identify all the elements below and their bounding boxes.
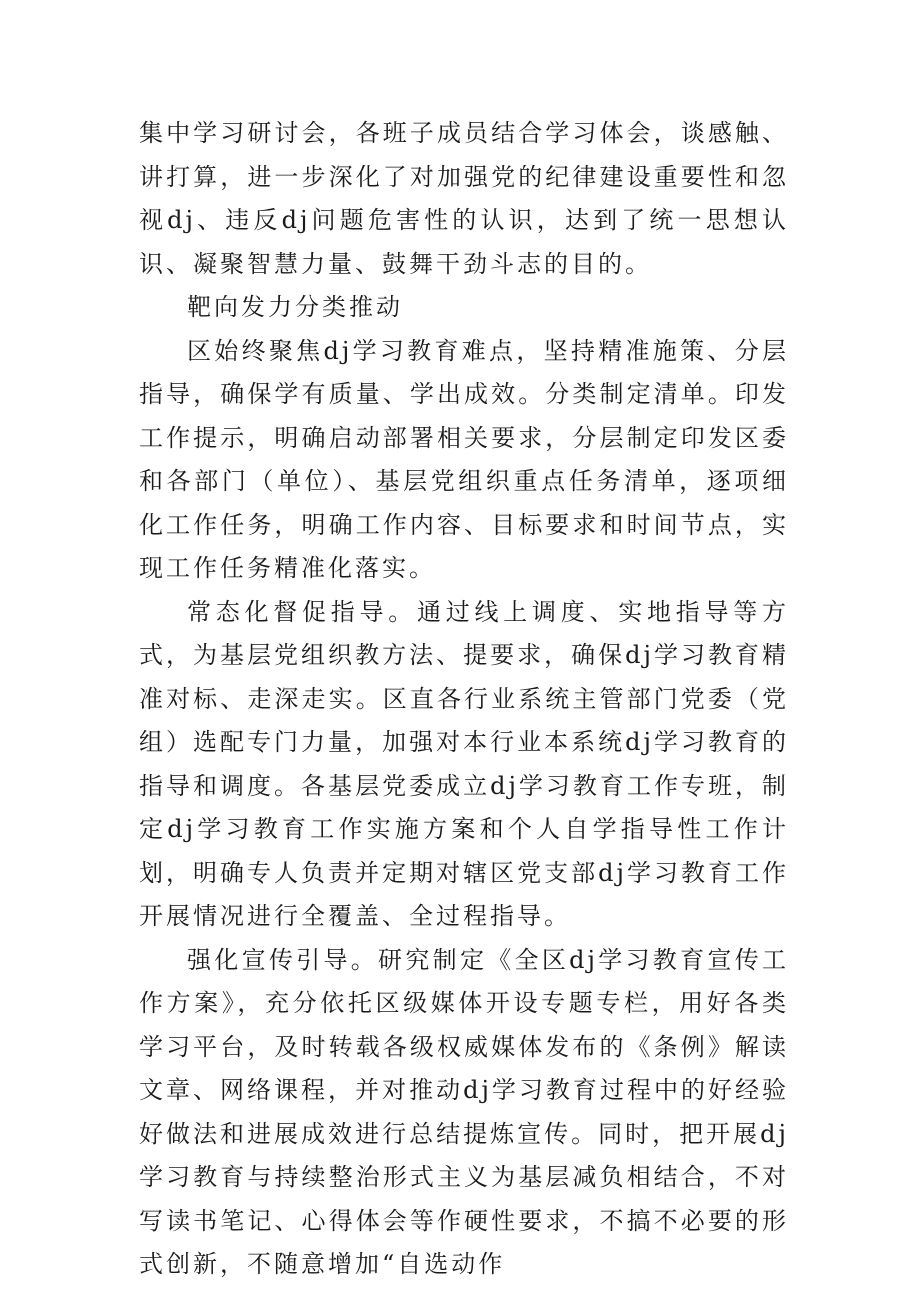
paragraph-publicity: 强化宣传引导。研究制定《全区dj学习教育宣传工作方案》，充分依托区级媒体开设专题专栏，用好各类学习平台，及时转载各级权威媒体发布的《条例》解读文章、网络课程，并对推动dj学习教育过程中的好经验好做法和进展成效进行总结提炼宣传。同时，把开展dj学习教育与持续整治形式主义为基层减负相结合，不对写读书笔记、心得体会等作硬性要求，不搞不必要的形式创新，不随意增加“自选动作: [139, 945, 789, 1278]
section-heading: 靶向发力分类推动: [187, 293, 403, 321]
paragraph-supervision: 常态化督促指导。通过线上调度、实地指导等方式，为基层党组织教方法、提要求，确保dj学习教育精准对标、走深走实。区直各行业系统主管部门党委（党组）选配专门力量，加强对本行业本系统dj学习教育的指导和调度。各基层党委成立dj学习教育工作专班，制定dj学习教育工作实施方案和个人自学指导性工作计划，明确专人负责并定期对辖区党支部dj学习教育工作开展情况进行全覆盖、全过程指导。: [139, 597, 789, 930]
document-body: [139, 112, 789, 1287]
paragraph-continued: 集中学习研讨会，各班子成员结合学习体会，谈感触、讲打算，进一步深化了对加强党的纪律建设重要性和忽视dj、违反dj问题危害性的认识，达到了统一思想认识、凝聚智慧力量、鼓舞干劲斗志的目的。: [139, 119, 789, 278]
paragraph-focus: 区始终聚焦dj学习教育难点，坚持精准施策、分层指导，确保学有质量、学出成效。分类制定清单。印发工作提示，明确启动部署相关要求，分层制定印发区委和各部门（单位）、基层党组织重点任务清单，逐项细化工作任务，明确工作内容、目标要求和时间节点，实现工作任务精准化落实。: [139, 336, 789, 582]
